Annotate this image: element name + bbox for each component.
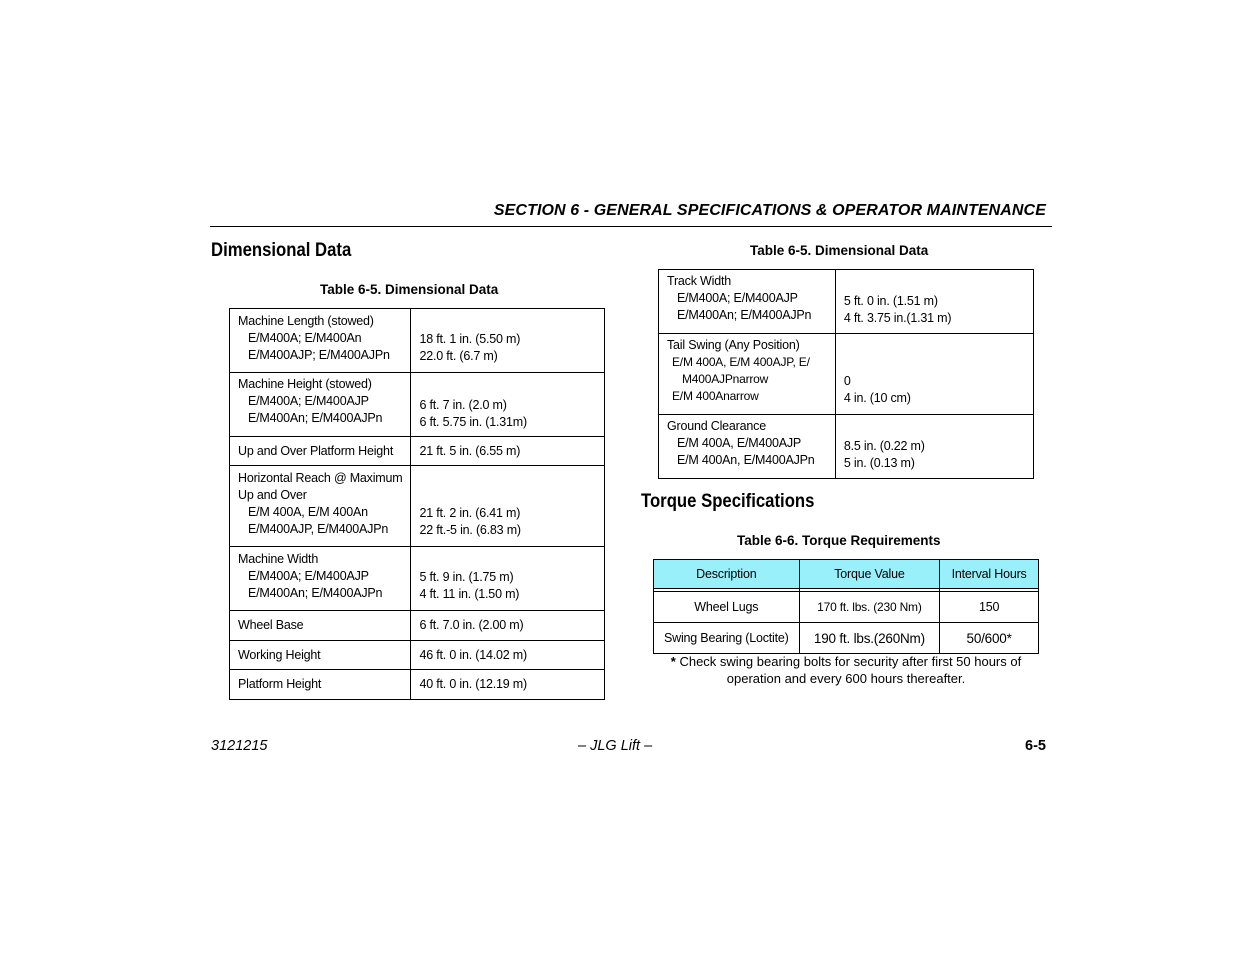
table-cell-value [835,270,1033,334]
row-value: 18 ft. 1 in. (5.50 m) [419,332,521,346]
footnote-marker: * [670,654,676,669]
row-title: Ground Clearance [667,419,766,433]
row-model: E/M 400A, E/M 400An [248,505,368,519]
table-cell-value [411,547,605,611]
row-model: E/M400An; E/M400AJPn [248,586,383,600]
table-row [230,437,605,466]
row-value: 5 ft. 0 in. (1.51 m) [843,294,938,308]
row-title: Machine Length (stowed) [238,314,374,328]
table-caption-torque: Table 6-6. Torque Requirements [737,533,941,548]
row-value: 21 ft. 2 in. (6.41 m) [419,506,521,520]
table-cell-value [411,373,605,437]
row-title: Track Width [667,274,732,288]
row-title: Machine Width [238,552,319,566]
table-cell: Wheel Lugs [654,592,800,623]
table-row [230,373,605,437]
row-title: Machine Height (stowed) [238,377,372,391]
table-cell-value [411,466,605,547]
table-row [659,334,1034,415]
row-value: 4 ft. 11 in. (1.50 m) [419,587,520,601]
row-model: E/M400A; E/M400An [248,331,362,345]
row-model: E/M 400Anarrow [672,389,759,403]
table-cell-label [230,373,411,437]
table-caption-dimensional-left: Table 6-5. Dimensional Data [320,282,499,297]
table-row [230,466,605,547]
row-model: E/M 400A, E/M 400AJP, E/ [672,355,810,369]
dimensional-table-left [229,308,605,700]
table-row [659,270,1034,334]
table-cell-value [411,611,605,641]
table-caption-dimensional-right: Table 6-5. Dimensional Data [750,243,929,258]
row-title: Up and Over [238,488,307,502]
table-cell-label [659,415,836,479]
column-header-description: Description [654,560,800,589]
row-value: 8.5 in. (0.22 m) [843,439,925,453]
page-number: 6-5 [1025,738,1046,754]
table-cell-label [230,641,411,670]
row-model: E/M400A; E/M400AJP [677,291,798,305]
column-header-torque-value: Torque Value [799,560,940,589]
table-row [654,592,1039,623]
row-model: M400AJPnarrow [682,372,769,386]
table-cell-value [411,641,605,670]
table-cell-value [835,415,1033,479]
table-cell-label [230,309,411,373]
row-model: E/M400A; E/M400AJP [248,569,369,583]
table-cell-value [411,309,605,373]
row-value: 4 in. (10 cm) [843,391,911,405]
table-cell-value [835,334,1033,415]
row-title: Platform Height [238,677,322,691]
row-model: E/M400An; E/M400AJPn [248,411,383,425]
row-value: 6 ft. 7.0 in. (2.00 m) [419,618,524,632]
table-cell-label [230,547,411,611]
row-title: Wheel Base [238,618,304,632]
footer-publisher: – JLG Lift – [578,738,653,754]
row-value: 6 ft. 7 in. (2.0 m) [419,398,507,412]
table-cell-label [659,334,836,415]
table-cell-label [659,270,836,334]
row-value: 5 in. (0.13 m) [843,456,915,470]
table-header-row [654,560,1039,589]
table-cell-label [230,437,411,466]
row-model: E/M 400A, E/M400AJP [677,436,802,450]
table-cell: 150 [940,592,1039,623]
footnote-text: Check swing bearing bolts for security after first 50 hours of [679,654,1022,669]
document-number: 3121215 [211,738,268,754]
row-title: Working Height [238,647,321,662]
table-cell-value [411,437,605,466]
row-value: 0 [843,374,851,388]
column-header-interval-hours: Interval Hours [940,560,1039,589]
row-model: E/M400A; E/M400AJP [248,394,369,408]
table-row [230,670,605,700]
row-title: Horizontal Reach @ Maximum [238,471,403,485]
table-row [654,623,1039,654]
header-divider [210,226,1052,227]
row-model: E/M400An; E/M400AJPn [677,308,812,322]
table-row [659,415,1034,479]
section-title: SECTION 6 - GENERAL SPECIFICATIONS & OPERATOR MAINTENANCE [493,202,1046,219]
footnote-text: operation and every 600 hours thereafter. [726,671,966,686]
row-title: Up and Over Platform Height [238,443,394,458]
row-title: Tail Swing (Any Position) [667,338,800,352]
table-cell-label [230,611,411,641]
table-cell: 170 ft. lbs. (230 Nm) [799,592,940,623]
row-model: E/M400AJP; E/M400AJPn [248,348,390,362]
torque-table [653,559,1039,654]
table-row [230,611,605,641]
table-row [230,309,605,373]
table-cell-label [230,466,411,547]
row-value: 22.0 ft. (6.7 m) [419,349,498,363]
table-cell-value [411,670,605,700]
dimensional-table-right [658,269,1034,479]
row-model: E/M 400An, E/M400AJPn [677,453,815,467]
table-row [230,547,605,611]
row-model: E/M400AJP, E/M400AJPn [248,522,389,536]
torque-specifications-heading: Torque Specifications [641,491,815,512]
table-row [230,641,605,670]
row-value: 6 ft. 5.75 in. (1.31m) [419,415,527,429]
table-cell: 50/600* [940,623,1039,654]
table-cell-label [230,670,411,700]
table-cell: 190 ft. lbs.(260Nm) [799,623,940,654]
row-value: 46 ft. 0 in. (14.02 m) [419,647,527,662]
table-cell: Swing Bearing (Loctite) [654,623,800,654]
row-value: 21 ft. 5 in. (6.55 m) [419,443,521,458]
row-value: 40 ft. 0 in. (12.19 m) [419,677,527,691]
row-value: 5 ft. 9 in. (1.75 m) [419,570,514,584]
torque-footnote [645,653,1047,687]
row-value: 22 ft.-5 in. (6.83 m) [419,523,521,537]
dimensional-data-heading: Dimensional Data [211,240,352,261]
row-value: 4 ft. 3.75 in.(1.31 m) [843,311,952,325]
